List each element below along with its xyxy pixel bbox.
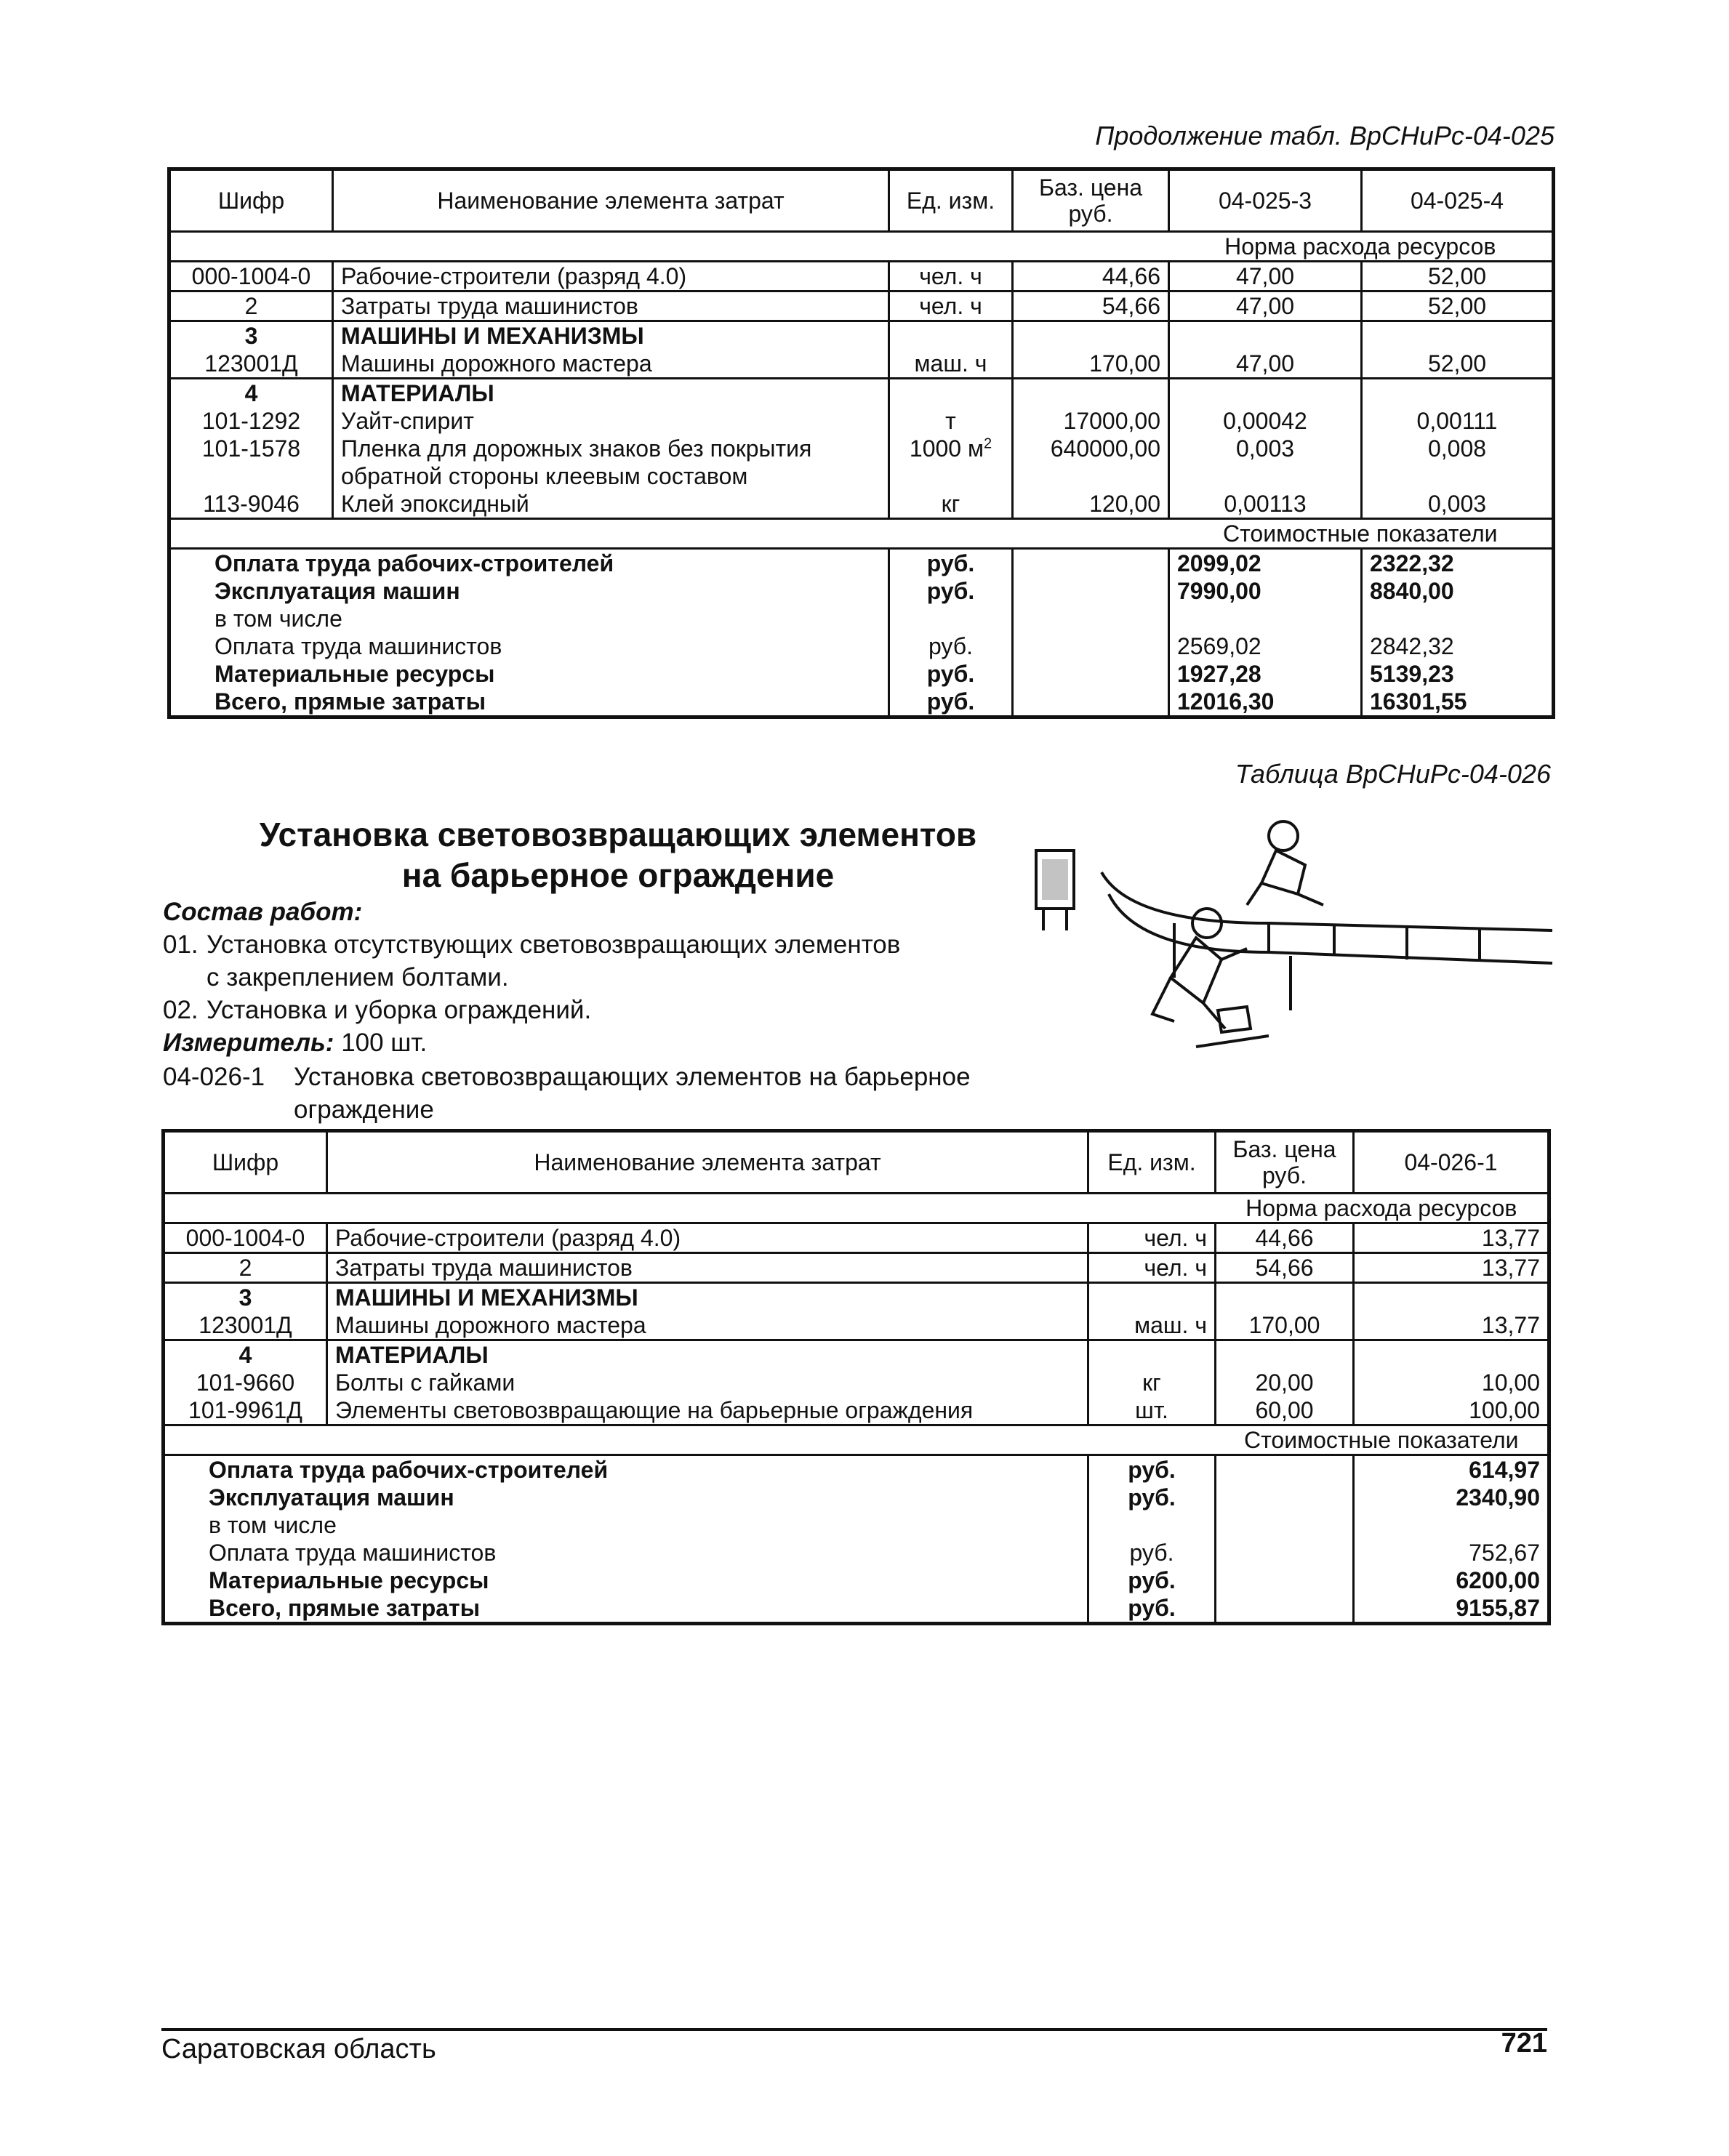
- table-row: 113-9046 Клей эпоксидный кг 120,00 0,00113 0,003: [169, 490, 1554, 519]
- cost-row: в том числе: [169, 605, 1554, 632]
- col-header-price: Баз. цена руб.: [1013, 169, 1169, 232]
- cost-row: Оплата труда рабочих-строителей руб. 2099,02 2322,32: [169, 549, 1554, 578]
- code-item: 04-026-1 Установка световозвращающих элементов на барьерное ограждение: [163, 1063, 971, 1124]
- workers-barrier-illustration: [1029, 814, 1560, 1061]
- table-row: 4 МАТЕРИАЛЫ: [164, 1340, 1549, 1369]
- col-header-04-025-4: 04-025-4: [1362, 169, 1554, 232]
- table-row: 101-1578 Пленка для дорожных знаков без покрытия 1000 $м^2$ 640000,00 0,003 0,008: [169, 435, 1554, 462]
- col-header-name: Наименование элемента затрат: [333, 169, 889, 232]
- section-header-norm: Норма расхода ресурсов: [169, 232, 1554, 262]
- footer-divider: [161, 2028, 1547, 2031]
- table-header-row: [164, 1131, 1549, 1194]
- cost-row: Оплата труда рабочих-строителей руб. 614,97: [164, 1455, 1549, 1484]
- table-row: 2 Затраты труда машинистов чел. ч 54,66 13,77: [164, 1253, 1549, 1283]
- col-header-name: Наименование элемента затрат: [327, 1131, 1088, 1194]
- cost-table-04-025: [167, 167, 1555, 719]
- col-header-04-026-1: 04-026-1: [1354, 1131, 1549, 1194]
- col-header-price: Баз. цена руб.: [1216, 1131, 1354, 1194]
- table-label: Таблица ВрСНиРс-04-026: [1235, 759, 1551, 789]
- work-description: [163, 896, 1072, 1126]
- col-header-unit: Ед. изм.: [1088, 1131, 1216, 1194]
- table-header-row: [169, 169, 1554, 232]
- cost-row: в том числе: [164, 1511, 1549, 1539]
- section-header-costs: Стоимостные показатели: [164, 1425, 1549, 1455]
- table-row: 2 Затраты труда машинистов чел. ч 54,66 47,00 52,00: [169, 291, 1554, 321]
- table-row: 4 МАТЕРИАЛЫ: [169, 379, 1554, 408]
- col-header-code: Шифр: [169, 169, 333, 232]
- work-step: 01. Установка отсутствующих световозвращающих элементов с закреплением болтами.: [163, 930, 901, 991]
- cost-row: Всего, прямые затраты руб. 9155,87: [164, 1594, 1549, 1624]
- table-row: 101-9660 Болты с гайками кг 20,00 10,00: [164, 1369, 1549, 1396]
- col-header-code: Шифр: [164, 1131, 327, 1194]
- cost-row: Всего, прямые затраты руб. 12016,30 16301,55: [169, 688, 1554, 717]
- cost-row: Эксплуатация машин руб. 2340,90: [164, 1484, 1549, 1511]
- section-header-costs: Стоимостные показатели: [169, 519, 1554, 549]
- cost-row: Материальные ресурсы руб. 6200,00: [164, 1566, 1549, 1594]
- continuation-title: Продолжение табл. ВрСНиРс-04-025: [1095, 121, 1555, 150]
- table-row: 101-9961Д Элементы световозвращающие на барьерные ограждения шт. 60,00 100,00: [164, 1396, 1549, 1425]
- meter-line: Измеритель: 100 шт.: [163, 1029, 428, 1057]
- cost-row: Материальные ресурсы руб. 1927,28 5139,23: [169, 660, 1554, 688]
- table-row: 3 МАШИНЫ И МЕХАНИЗМЫ: [164, 1283, 1549, 1312]
- cost-table-04-026: [161, 1129, 1551, 1625]
- table-row: 000-1004-0 Рабочие-строители (разряд 4.0) чел. ч 44,66 13,77: [164, 1223, 1549, 1253]
- table-row: 3 МАШИНЫ И МЕХАНИЗМЫ: [169, 321, 1554, 350]
- table-row: 101-1292 Уайт-спирит т 17000,00 0,00042 0,00111: [169, 407, 1554, 435]
- page-number: 721: [1501, 2028, 1547, 2059]
- cost-row: Оплата труда машинистов руб. 752,67: [164, 1539, 1549, 1566]
- footer-region: Саратовская область: [161, 2034, 436, 2064]
- col-header-04-025-3: 04-025-3: [1169, 169, 1362, 232]
- work-heading: Состав работ:: [163, 898, 363, 926]
- col-header-unit: Ед. изм.: [889, 169, 1013, 232]
- table-row: 123001Д Машины дорожного мастера маш. ч 170,00 47,00 52,00: [169, 350, 1554, 379]
- table-row: 123001Д Машины дорожного мастера маш. ч 170,00 13,77: [164, 1311, 1549, 1340]
- work-step: 02. Установка и уборка ограждений.: [163, 996, 592, 1024]
- section-header-norm: Норма расхода ресурсов: [164, 1194, 1549, 1223]
- cost-row: Эксплуатация машин руб. 7990,00 8840,00: [169, 577, 1554, 605]
- table-row: 000-1004-0 Рабочие-строители (разряд 4.0) чел. ч 44,66 47,00 52,00: [169, 262, 1554, 291]
- section-title: Установка световозвращающих элементов на барьерное ограждение: [259, 816, 977, 894]
- table-row: обратной стороны клеевым составом: [169, 462, 1554, 490]
- cost-row: Оплата труда машинистов руб. 2569,02 2842,32: [169, 632, 1554, 660]
